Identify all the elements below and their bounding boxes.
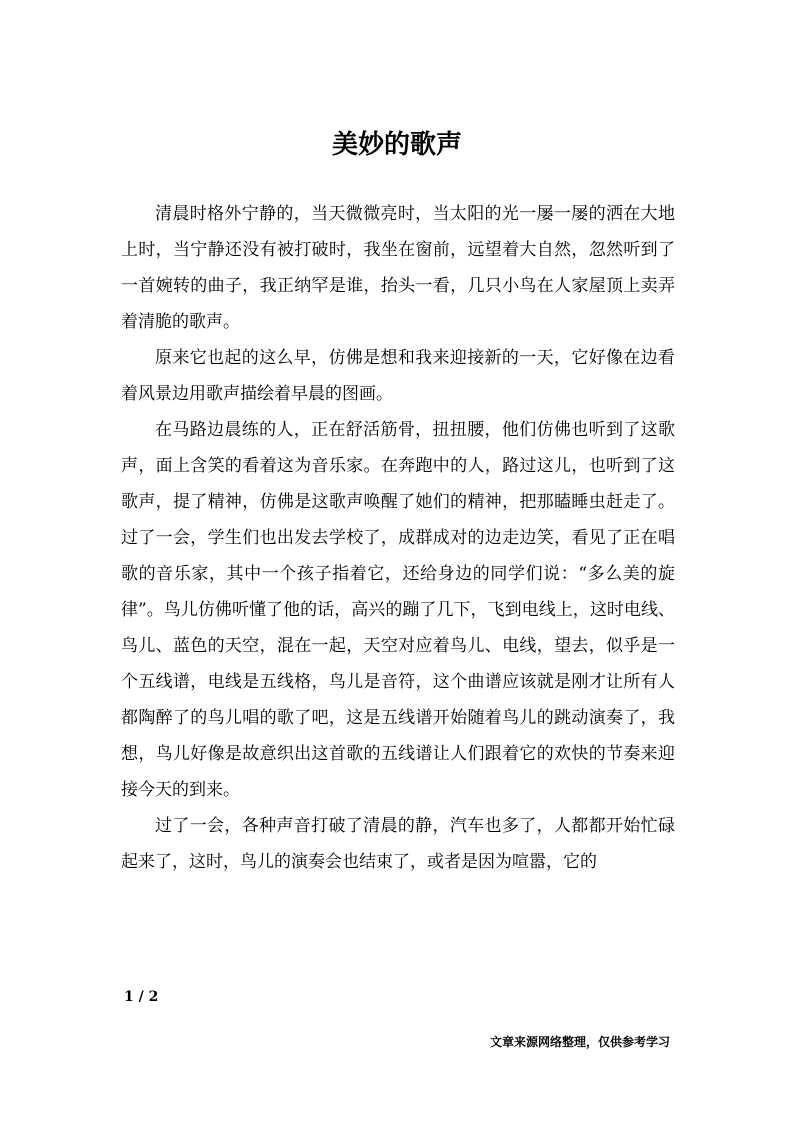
paragraph-1: 清晨时格外宁静的，当天微微亮时，当太阳的光一屡一屡的洒在大地上时，当宁静还没有被打破时，我坐在窗前，远望着大自然，忽然听到了一首婉转的曲子，我正纳罕是谁，抬头一看，几只小鸟在人家屋顶上卖弄着清脆的歌声。 [121,204,675,332]
paragraph-3: 在马路边晨练的人，正在舒活筋骨，扭扭腰，他们仿佛也听到了这歌声，面上含笑的看着这为音乐家。在奔跑中的人，路过这儿，也听到了这歌声，提了精神，仿佛是这歌声唤醒了她们的精神，把那瞌睡虫赶走了。过了一会，学生们也出发去学校了，成群成对的边走边笑，看见了正在唱歌的音乐家，其中一个孩子指着它，还给身边的同学们说：“多么美的旋律”。鸟儿仿佛听懂了他的话，高兴的蹦了几下，飞到电线上，这时电线、鸟儿、蓝色的天空，混在一起，天空对应着鸟儿、电线，望去，似乎是一个五线谱，电线是五线格，鸟儿是音符，这个曲谱应该就是刚才让所有人都陶醉了的鸟儿唱的歌了吧，这是五线谱开始随着鸟儿的跳动演奏了，我想，鸟儿好像是故意织出这首歌的五线谱让人们跟着它的欢快的节奏来迎接今天的到来。 [121,420,675,800]
page-title: 美妙的歌声 [331,130,462,160]
page-number: 1 / 2 [124,989,159,1005]
paragraph-4: 过了一会，各种声音打破了清晨的静，汽车也多了，人都都开始忙碌起来了，这时，鸟儿的演奏会也结束了，或者是因为喧嚣，它的 [121,816,675,872]
article-body [121,196,675,880]
source-note: 文章来源网络整理，仅供参考学习 [489,1035,670,1049]
paragraph-2: 原来它也起的这么早，仿佛是想和我来迎接新的一天，它好像在边看着风景边用歌声描绘着早晨的图画。 [121,348,675,404]
